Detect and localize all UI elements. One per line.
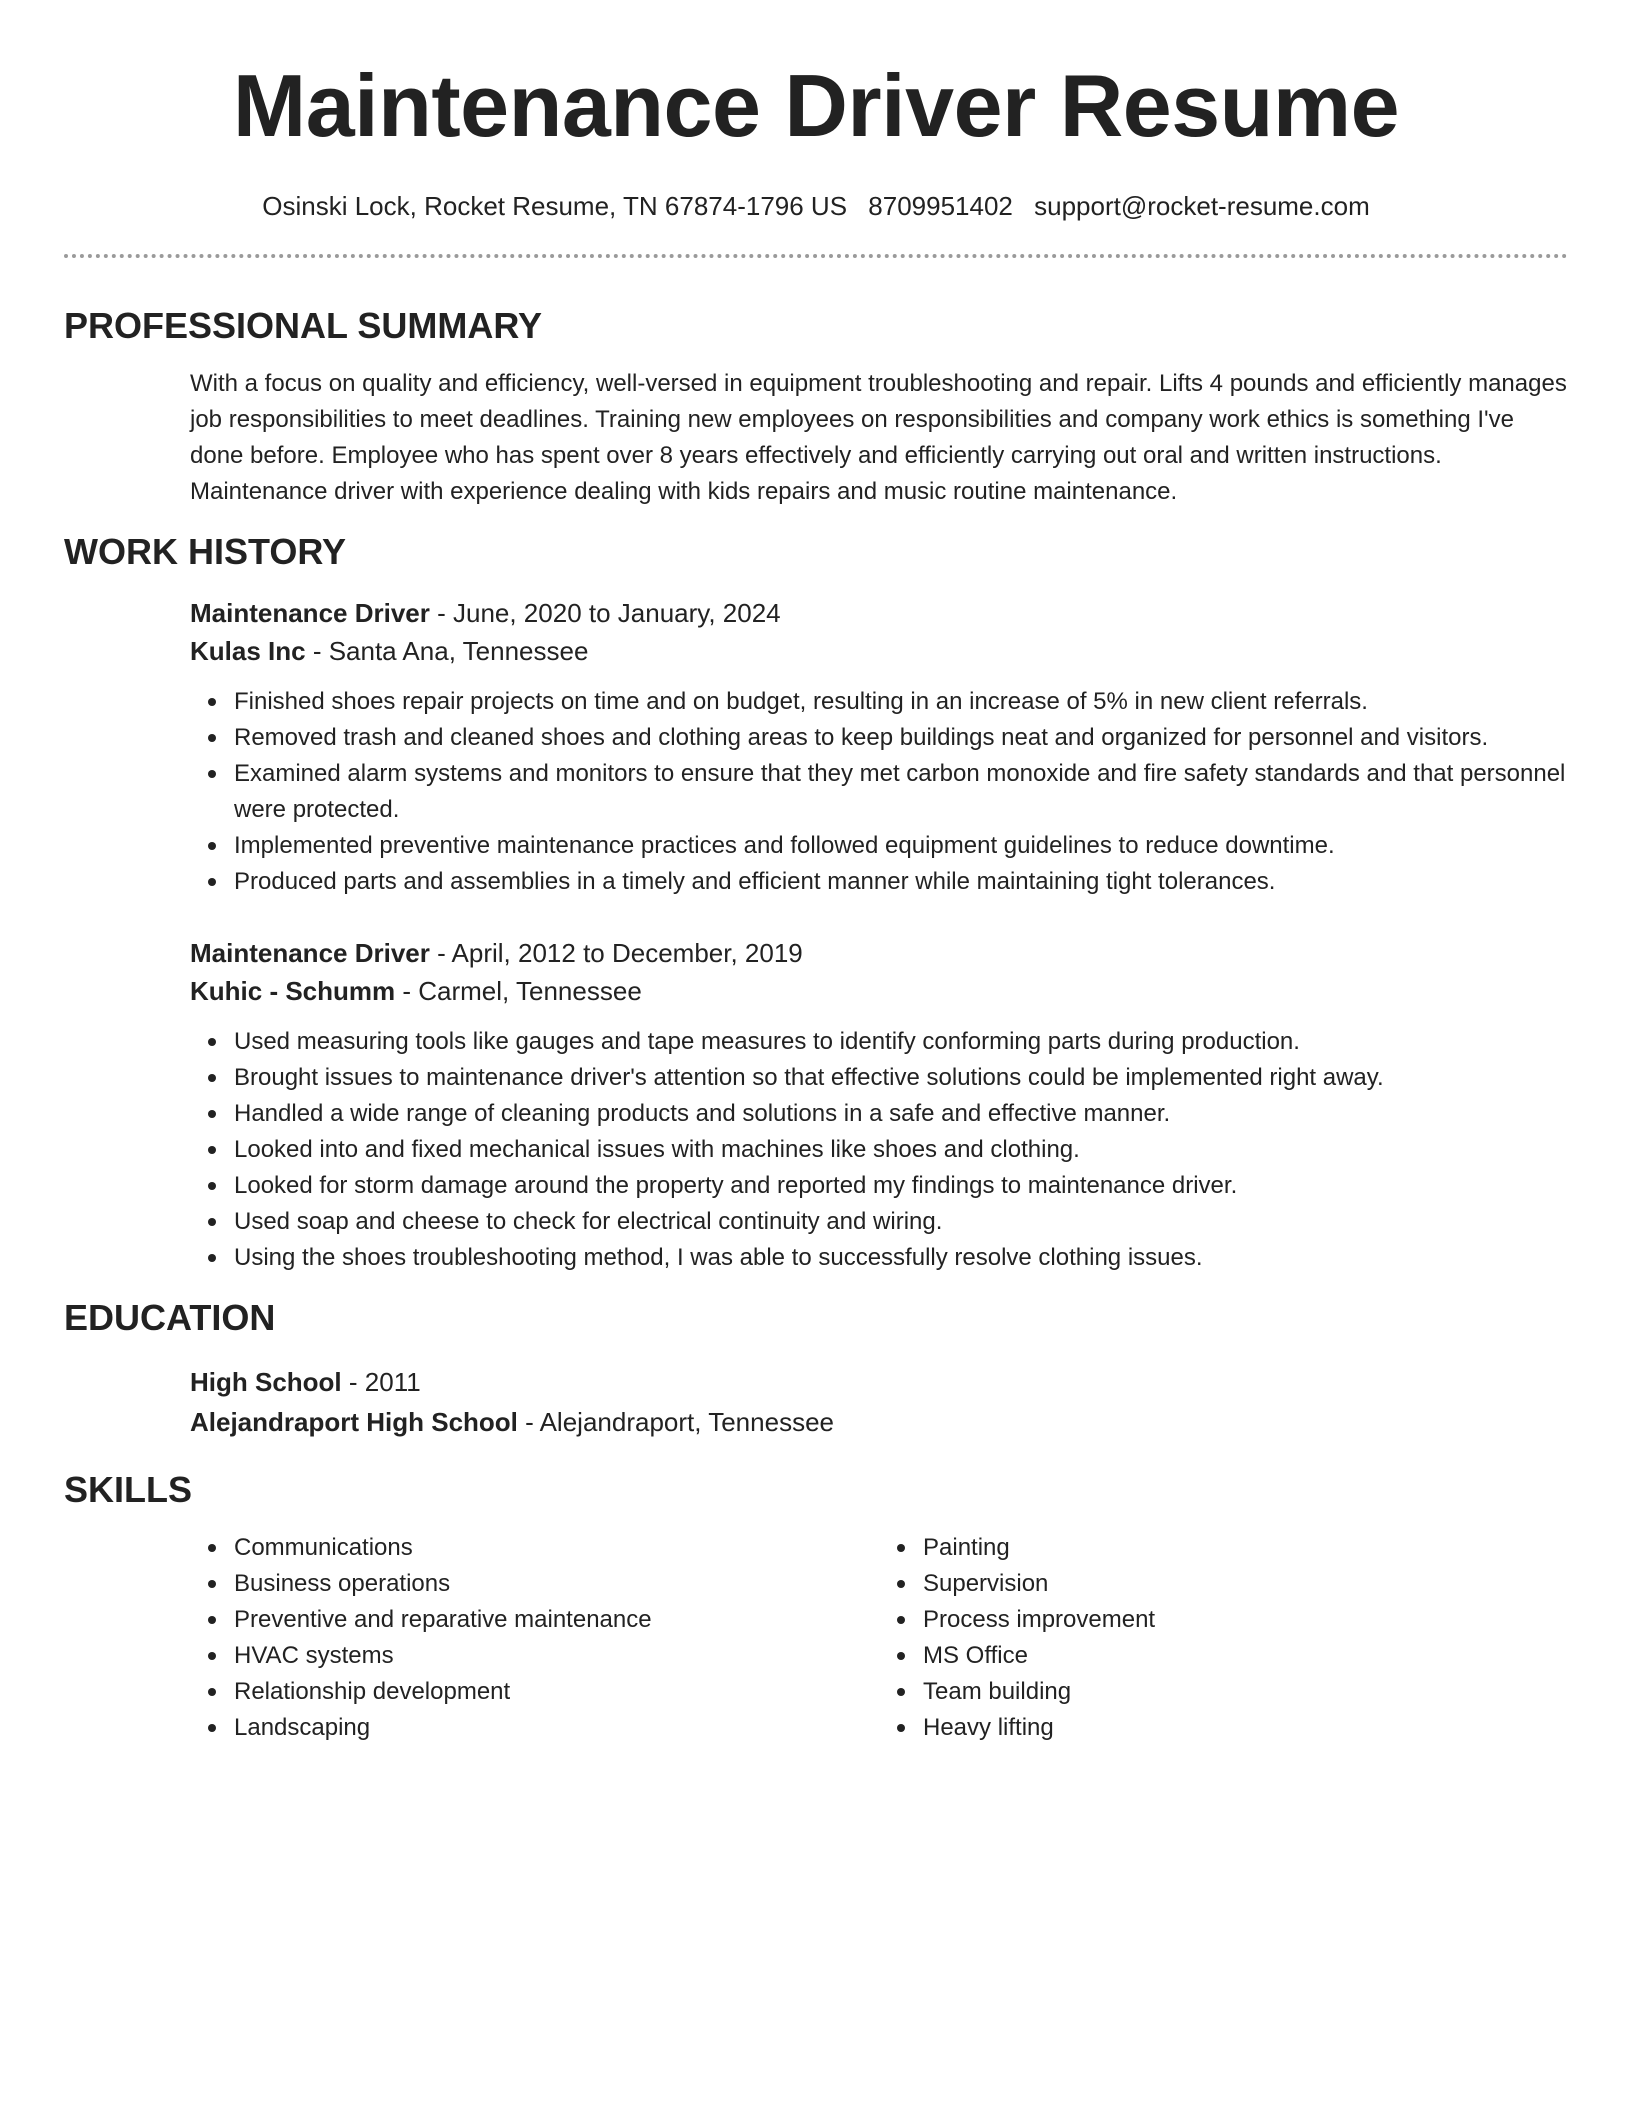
section-title-skills: SKILLS [64, 1469, 193, 1510]
job-company-line [190, 632, 1568, 670]
education-school: Alejandraport High School [190, 1407, 518, 1437]
job-company: Kuhic - Schumm [190, 976, 396, 1006]
job-bullet: Handled a wide range of cleaning products and solutions in a safe and effective manner. [234, 1096, 1568, 1132]
job-bullet: Looked for storm damage around the property and reported my findings to maintenance driver. [234, 1168, 1568, 1204]
job-bullet: Removed trash and cleaned shoes and clothing areas to keep buildings neat and organized for personnel and visitors. [234, 720, 1568, 756]
skills-section [190, 1530, 1568, 1746]
skill-item: Business operations [234, 1566, 879, 1602]
job-title: Maintenance Driver [190, 598, 430, 628]
skill-item: MS Office [923, 1638, 1568, 1674]
education-year: - 2011 [341, 1367, 421, 1397]
contact-email: support@rocket-resume.com [1034, 191, 1370, 221]
job-entry [190, 934, 1568, 1276]
education-school-line [190, 1402, 1568, 1442]
job-dates: - June, 2020 to January, 2024 [429, 598, 781, 628]
job-title-line [190, 934, 1568, 972]
job-location: - Santa Ana, Tennessee [305, 636, 589, 666]
skills-list-right [879, 1530, 1568, 1746]
skill-item: Painting [923, 1530, 1568, 1566]
job-bullet: Used soap and cheese to check for electrical continuity and wiring. [234, 1204, 1568, 1240]
job-bullet: Finished shoes repair projects on time and on budget, resulting in an increase of 5% in new client referrals. [234, 684, 1568, 720]
summary-section [190, 366, 1568, 510]
job-bullet: Using the shoes troubleshooting method, I was able to successfully resolve clothing issues. [234, 1240, 1568, 1276]
section-title-summary: PROFESSIONAL SUMMARY [64, 305, 543, 346]
skill-item: Supervision [923, 1566, 1568, 1602]
skill-item: Relationship development [234, 1674, 879, 1710]
education-location: - Alejandraport, Tennessee [517, 1407, 834, 1437]
job-dates: - April, 2012 to December, 2019 [429, 938, 803, 968]
skill-item: Heavy lifting [923, 1710, 1568, 1746]
job-company-line [190, 972, 1568, 1010]
job-location: - Carmel, Tennessee [395, 976, 642, 1006]
job-bullets [190, 684, 1568, 900]
contact-address: Osinski Lock, Rocket Resume, TN 67874-1796 US [262, 191, 848, 221]
summary-text: With a focus on quality and efficiency, well-versed in equipment troubleshooting and repair. Lifts 4 pounds and efficiently manages job responsibilities to meet deadlines. Training new employees on responsibilities and company work ethics is something I've done before. Employee who has spent over 8 years effectively and efficiently carrying out oral and written instructions. Maintenance driver with experience dealing with kids repairs and music routine maintenance. [190, 370, 1567, 505]
education-degree-line [190, 1362, 1568, 1402]
skill-item: Landscaping [234, 1710, 879, 1746]
section-title-education: EDUCATION [64, 1297, 276, 1338]
job-bullet: Produced parts and assemblies in a timely and efficient manner while maintaining tight tolerances. [234, 864, 1568, 900]
job-title-line [190, 594, 1568, 632]
contact-line [64, 188, 1568, 224]
education-entry [190, 1362, 1568, 1442]
job-bullet: Looked into and fixed mechanical issues with machines like shoes and clothing. [234, 1132, 1568, 1168]
job-title: Maintenance Driver [190, 938, 430, 968]
skills-list-left [190, 1530, 879, 1746]
skill-item: Preventive and reparative maintenance [234, 1602, 879, 1638]
job-company: Kulas Inc [190, 636, 306, 666]
resume-title: Maintenance Driver Resume [232, 56, 1400, 155]
skill-item: HVAC systems [234, 1638, 879, 1674]
job-entry [190, 594, 1568, 900]
skill-item: Team building [923, 1674, 1568, 1710]
job-bullet: Implemented preventive maintenance practices and followed equipment guidelines to reduce downtime. [234, 828, 1568, 864]
section-title-work-history: WORK HISTORY [64, 531, 347, 572]
contact-phone: 8709951402 [868, 191, 1013, 221]
job-bullet: Used measuring tools like gauges and tape measures to identify conforming parts during production. [234, 1024, 1568, 1060]
header-divider [64, 254, 1568, 258]
skill-item: Process improvement [923, 1602, 1568, 1638]
skill-item: Communications [234, 1530, 879, 1566]
job-bullet: Examined alarm systems and monitors to ensure that they met carbon monoxide and fire safety standards and that personnel were protected. [234, 756, 1568, 828]
job-bullets [190, 1024, 1568, 1276]
job-bullet: Brought issues to maintenance driver's attention so that effective solutions could be implemented right away. [234, 1060, 1568, 1096]
education-degree: High School [190, 1367, 342, 1397]
